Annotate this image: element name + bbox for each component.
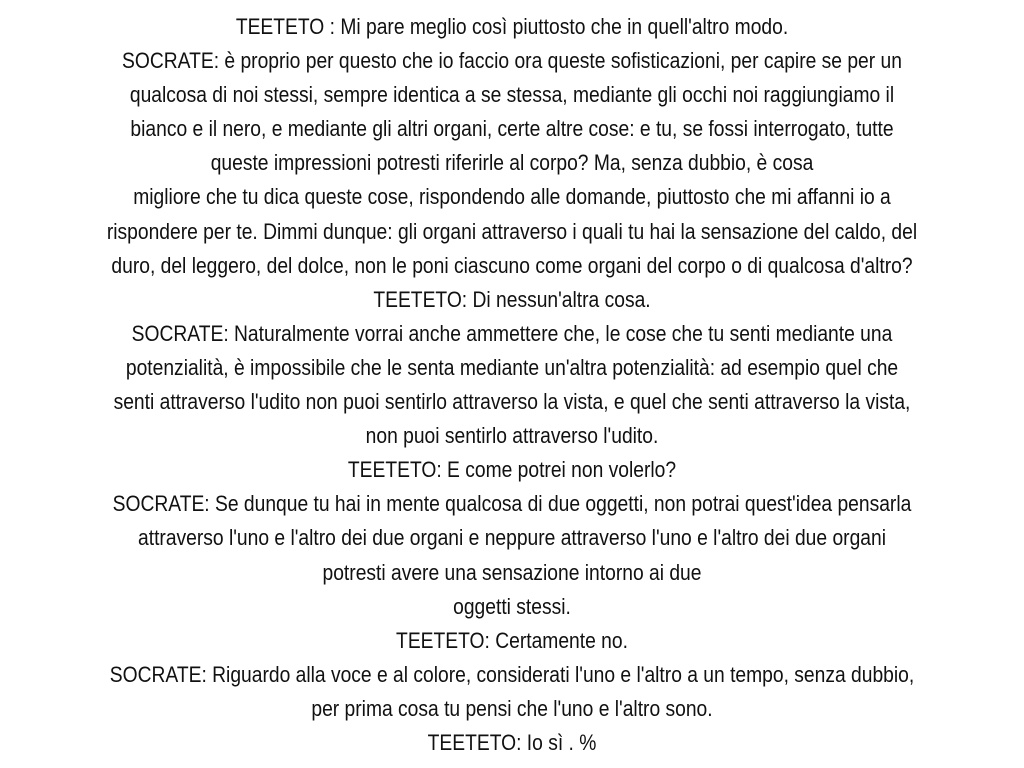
dialogue-line: potresti avere una sensazione intorno ai due: [322, 559, 702, 585]
dialogue-line: senti attraverso l'udito non puoi sentirlo attraverso la vista, e quel che senti attraverso la vista,: [113, 389, 911, 415]
dialogue-line: duro, del leggero, del dolce, non le poni ciascuno come organi del corpo o di qualcosa d'altro?: [111, 252, 913, 278]
dialogue-text: [5, 10, 1018, 760]
dialogue-line: bianco e il nero, e mediante gli altri organi, certe altre cose: e tu, se fossi interrogato, tutte: [130, 116, 894, 142]
dialogue-line: oggetti stessi.: [453, 593, 571, 619]
dialogue-line: qualcosa di noi stessi, sempre identica a se stessa, mediante gli occhi noi raggiungiamo il: [129, 82, 895, 108]
dialogue-line: migliore che tu dica queste cose, rispondendo alle domande, piuttosto che mi affanni io a: [133, 184, 891, 210]
dialogue-line: non puoi sentirlo attraverso l'udito.: [365, 423, 659, 449]
dialogue-line: potenzialità, è impossibile che le senta mediante un'altra potenzialità: ad esempio quel che: [125, 354, 899, 380]
dialogue-line: SOCRATE: è proprio per questo che io faccio ora queste sofisticazioni, per capire se per un: [122, 48, 902, 74]
dialogue-line: queste impressioni potresti riferirle al corpo? Ma, senza dubbio, è cosa: [210, 150, 814, 176]
dialogue-line: rispondere per te. Dimmi dunque: gli organi attraverso i quali tu hai la sensazione del caldo, del: [106, 218, 918, 244]
dialogue-line: SOCRATE: Naturalmente vorrai anche ammettere che, le cose che tu senti mediante una: [131, 320, 893, 346]
dialogue-line: per prima cosa tu pensi che l'uno e l'altro sono.: [311, 695, 713, 721]
dialogue-line: TEETETO: Di nessun'altra cosa.: [373, 286, 651, 312]
dialogue-line: SOCRATE: Se dunque tu hai in mente qualcosa di due oggetti, non potrai quest'idea pensarla: [112, 491, 912, 517]
dialogue-line: TEETETO: Io sì . %: [427, 729, 597, 755]
dialogue-line: TEETETO: E come potrei non volerlo?: [347, 457, 677, 483]
dialogue-line: attraverso l'uno e l'altro dei due organi e neppure attraverso l'uno e l'altro dei due organi: [138, 525, 886, 551]
dialogue-line: TEETETO: Certamente no.: [396, 627, 628, 653]
dialogue-line: TEETETO : Mi pare meglio così piuttosto che in quell'altro modo.: [235, 14, 789, 39]
dialogue-line: SOCRATE: Riguardo alla voce e al colore, considerati l'uno e l'altro a un tempo, senza dubbio,: [109, 661, 915, 687]
